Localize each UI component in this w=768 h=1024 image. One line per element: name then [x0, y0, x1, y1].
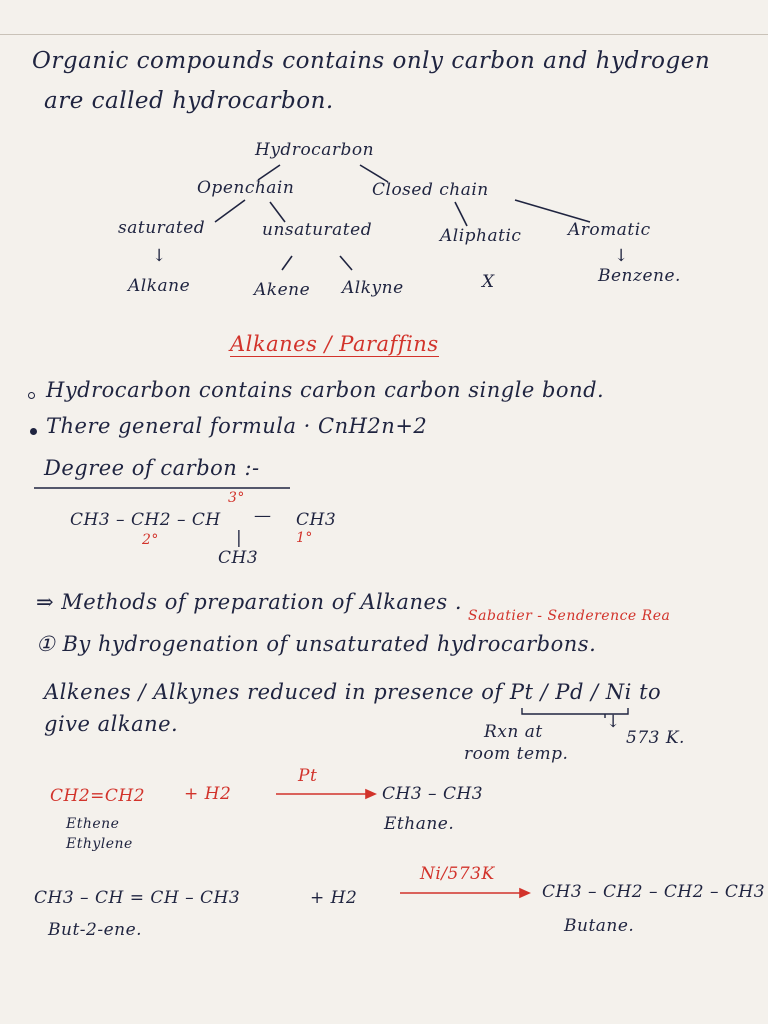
tree-unsaturated: unsaturated — [262, 220, 373, 240]
tree-saturated: saturated — [118, 218, 206, 238]
reaction1-reactant-name-2: Ethylene — [66, 836, 133, 852]
tree-aliphatic-cross: X — [482, 272, 495, 292]
degree-branch-bar: | — [236, 528, 243, 548]
sabatier-note: Sabatier - Senderence Rea — [468, 608, 671, 624]
degree-chain: CH3 – CH2 – CH — [70, 510, 221, 530]
reaction2-product: CH3 – CH2 – CH2 – CH3 — [542, 882, 766, 902]
degree-ch3-right: CH3 — [296, 510, 337, 530]
tree-root: Hydrocarbon — [255, 140, 375, 160]
reaction1-product: CH3 – CH3 — [382, 784, 484, 804]
methods-heading: ⇒ Methods of preparation of Alkanes . — [36, 590, 463, 614]
reaction2-product-name: Butane. — [564, 916, 635, 936]
method-573k: 573 K. — [626, 728, 685, 748]
method-line-2: give alkane. — [44, 712, 179, 736]
alkanes-bullet-1: Hydrocarbon contains carbon carbon single bond. — [46, 378, 605, 402]
degree-label-1: 1° — [296, 530, 313, 546]
bullet-1 — [28, 392, 35, 399]
tree-alkane: Alkane — [128, 276, 191, 296]
alkanes-bullet-2: There general formula · CnH2n+2 — [46, 414, 428, 438]
tree-alkyne: Alkyne — [342, 278, 404, 298]
tree-aromatic: Aromatic — [568, 220, 651, 240]
tree-closed-chain: Closed chain — [372, 180, 489, 200]
arrow-alkane: ↓ — [152, 246, 167, 266]
reaction2-plus-h2: + H2 — [310, 888, 358, 908]
arrow-benzene: ↓ — [614, 246, 629, 266]
degree-label-2: 2° — [142, 532, 159, 548]
reaction1-product-name: Ethane. — [384, 814, 455, 834]
tree-benzene: Benzene. — [598, 266, 681, 286]
method-down-arrow: ↓ — [606, 712, 621, 732]
method-rxn-at: Rxn at — [484, 722, 543, 742]
bullet-2 — [30, 428, 37, 435]
reaction2-reactant: CH3 – CH = CH – CH3 — [34, 888, 241, 908]
method-line-1: Alkenes / Alkynes reduced in presence of Pt / Pd / Ni to — [44, 680, 662, 704]
method-step-1: ① By hydrogenation of unsaturated hydrocarbons. — [36, 632, 597, 656]
reaction2-reactant-name: But-2-ene. — [48, 920, 143, 940]
reaction2-catalyst: Ni/573K — [420, 864, 495, 884]
tree-alkene: Akene — [254, 280, 311, 300]
degree-label-3: 3° — [228, 490, 245, 506]
reaction1-reactant-name-1: Ethene — [66, 816, 120, 832]
degree-dash: — — [254, 506, 272, 526]
tree-open-chain: Openchain — [197, 178, 295, 198]
reaction1-reactant: CH2=CH2 — [50, 786, 146, 806]
degree-ch3-bottom: CH3 — [218, 548, 259, 568]
alkanes-heading: Alkanes / Paraffins — [230, 332, 439, 356]
reaction1-catalyst: Pt — [298, 766, 318, 786]
intro-line-2: are called hydrocarbon. — [44, 88, 334, 114]
reaction1-plus-h2: + H2 — [184, 784, 232, 804]
method-room-temp: room temp. — [464, 744, 569, 764]
tree-aliphatic: Aliphatic — [440, 226, 522, 246]
degree-heading: Degree of carbon :- — [44, 456, 260, 480]
intro-line-1: Organic compounds contains only carbon and hydrogen — [32, 48, 711, 74]
